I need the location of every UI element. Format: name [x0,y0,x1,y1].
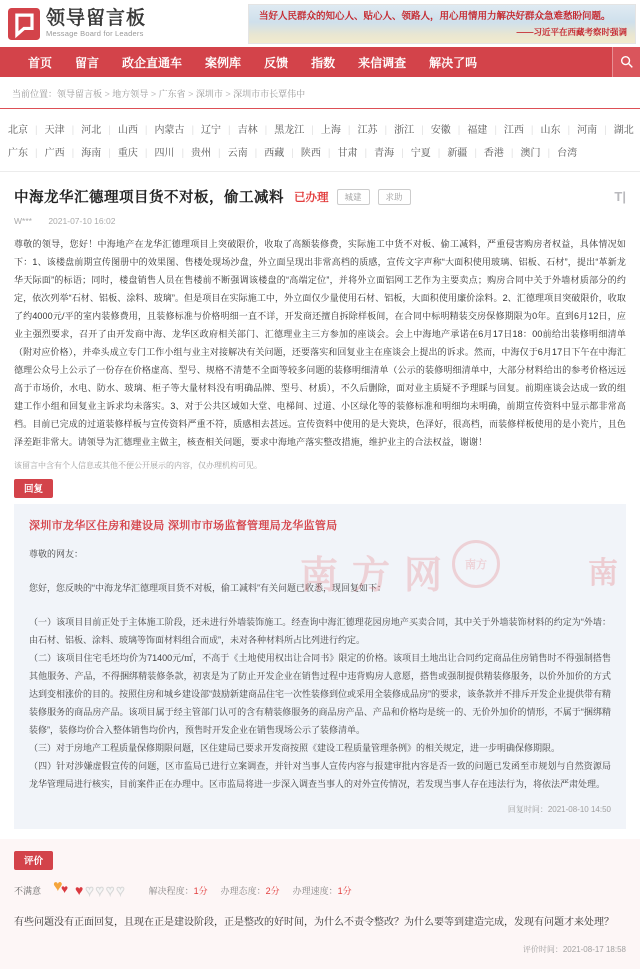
region-link[interactable]: | 陕西 [284,148,321,159]
heart-empty-icon: ♥ [95,882,104,898]
region-link[interactable]: | 重庆 [101,148,138,159]
reply-department: 深圳市龙华区住房和建设局 深圳市市场监督管理局龙华监管局 [29,520,338,532]
region-link[interactable]: 北京 [8,125,28,136]
breadcrumb-link[interactable]: > 深圳市市长覃伟中 [223,89,305,99]
region-link[interactable]: | 黑龙江 [258,125,305,136]
score-item: 解决程度：1分 [148,886,208,896]
region-link[interactable]: | 江西 [487,125,524,136]
region-link[interactable]: | 浙江 [377,125,414,136]
post-title-row [14,186,626,207]
region-links [0,109,640,172]
reply-paragraph: （二）该项目住宅毛坯均价为71400元/㎡，不高于《土地使用权出让合同书》限定的价格。该项目土地出让合同约定商品住房销售时不得强制搭售其他服务、产品，不得捆绑精装修条款，初衷是为了防止开发企业在销售过程中违背购房人意愿，搭售或强制提供精装修服务，以价外加价的方式达到变相涨价的目的。按照住房和城乡建设部“鼓励新建商品住宅一次性装修到位或采用全装修成品房”的要求，该条款并不排斥开发企业提供带有精装修服务的商品房产品。该项目属于经主管部门认可的含有精装修服务的商品房产品、产品和价格均是统一的、无价外加价的情形，不属于“捆绑精装修”，装修均价合入整体销售均价内，预售时开发企业在销售现场公示了装修清单。 [29,653,611,735]
breadcrumb-prefix: 当前位置： [12,89,58,99]
nav-item[interactable]: 首页 [28,55,53,70]
status-badge: 已办理 [294,191,329,204]
region-link[interactable]: | 新疆 [431,148,468,159]
logo-icon [8,8,40,40]
reply-paragraph: （四）针对涉嫌虚假宣传的问题，区市监局已进行立案调查，并针对当事人宣传内容与报建审批内容是否一致的问题已发函至市规划与自然资源局龙华管理局进行核实，目前案件正在办理中。区市监局将进一步深入调查当事人的对外宣传情况，若发现当事人存在违法行为，将依法严肃处理。 [29,761,611,789]
official-reply-card [14,504,626,829]
search-icon [620,55,634,69]
region-link[interactable]: | 天津 [28,125,65,136]
region-link[interactable]: | 青海 [357,148,394,159]
post-body: 尊敬的领导，您好！中海地产在龙华汇德理项目上突破限价，收取了高额装修费，实际施工中货不对板、偷工减料，严重侵害购房者权益，具体情况如下：1、该楼盘前期宣传图册中的效果图、售楼处现场沙盘，外立面呈现出非常高档的质感，宣传文字声称“大面积使用玻璃、铝板、石材”，提出“革新龙华天际面”的标语；同时，楼盘销售人员在售楼前不断强调该楼盘的“高端定位”，并将外立面铝网工艺作为主要卖点；购房合同中关于外墙材质部分的约定，依次列举“石材、铝板、涂料、玻璃”。但是项目在实际施工中，外立面仅少量使用石材、铝板，大面积使用廉价涂料。2、汇德理项目突破限价，收取了约4000元/平的室内装修费用，且装修标准与价格明细一直不详，开发商还擅自拆除样板间，在合同中标明精装交房保修期限为0年。直到6月12日，应业主强烈要求，召开了由开发商中海、龙华区政府相关部门、汇德理业主三方参加的座谈会。会上中海地产承诺在6月17日18：00前给出装修明细清单（附对应价格），并牵头成立专门工作小组与业主对接解决有关问题，还要落实和回复业主在座谈会上提出的诉求。然而，中海仅于6月17日下午在中海汇德理公众号上公示了一份存在价格虚高、型号、规格不清楚不全面等较多问题的装修明细清单（公示的装修明细清单中，大部分材料给出的参考价格远远高于市场价，水电、防水、玻璃、柜子等大量材料没有明确品牌、型号、材质），不久后删除，面对业主质疑不予理睬与回复。前期座谈会达成一致的组建工作小组和回复业主诉求均未落实。3、对于公共区域如大堂、电梯间、过道、小区绿化等的装修标准和明细均未明确，前期宣传资料中显示都非常高档。目前已完成的过道装修样板与宣传资料严重不符，质感相去甚远。宣传资料中使用的是大瓷块，色泽好，很高档，而装修样板使用的是小瓷片，且色泽差距非常大。请领导为汇德理业主做主，核查相关问题，要求中海地产落实整改措施，维护业主的合法权益，谢谢！ [14,239,626,447]
nav-item[interactable]: 留言 [75,55,100,70]
page-title: 中海龙华汇德理项目货不对板，偷工减料 [14,190,284,206]
two-hearts-icon: ♥ ♥ [53,877,69,896]
evaluation-section [0,839,640,969]
region-link[interactable]: | 西藏 [248,148,285,159]
breadcrumb [0,77,640,108]
site-logo[interactable] [8,8,146,40]
breadcrumb-link[interactable]: > 深圳市 [186,89,223,99]
font-size-toggle[interactable]: T| [614,189,626,204]
main-nav [0,47,640,77]
region-link[interactable]: | 台湾 [541,148,578,159]
score-list [149,881,352,899]
post-meta [14,216,626,226]
post-tag: 求助 [378,189,411,205]
search-button[interactable] [612,47,640,77]
reply-intro: 您好，您反映的“中海龙华汇德理项目货不对板，偷工减料”有关问题已收悉，现回复如下： [29,583,386,593]
heart-rating [75,883,125,897]
region-row-2 [8,141,632,164]
watermark-text: 南方网 [300,555,457,597]
region-link[interactable]: | 澳门 [504,148,541,159]
evaluation-time: 评价时间：2021-08-17 18:58 [522,945,626,954]
region-link[interactable]: | 广西 [28,148,65,159]
reply-badge: 回复 [14,479,53,498]
region-link[interactable]: | 海南 [65,148,102,159]
reply-time: 回复时间：2021-08-10 14:50 [507,805,611,814]
region-link[interactable]: | 河北 [65,125,102,136]
nav-item[interactable]: 案例库 [205,55,242,70]
breadcrumb-link[interactable]: > 地方领导 [102,89,148,99]
heart-empty-icon: ♥ [116,882,125,898]
region-link[interactable]: | 河南 [561,125,598,136]
region-link[interactable]: | 上海 [304,125,341,136]
region-link[interactable]: | 四川 [138,148,175,159]
reply-paragraph: （三）对于房地产工程质量保修期限问题，区住建局已要求开发商按照《建设工程质量管理条例》的相关规定，进一步明确保修期限。 [29,743,561,753]
region-link[interactable]: | 辽宁 [184,125,221,136]
satisfaction-label: 不满意 [14,885,42,896]
region-link[interactable]: | 安徽 [414,125,451,136]
rating-row [14,877,626,899]
region-link[interactable]: 广东 [8,148,28,159]
nav-item[interactable]: 指数 [311,55,336,70]
region-link[interactable]: | 内蒙古 [138,125,185,136]
nav-item[interactable]: 来信调查 [358,55,407,70]
banner-attribution: ——习近平在西藏考察时强调 [516,26,627,37]
post-time: 2021-07-10 16:02 [48,216,116,226]
nav-item[interactable]: 解决了吗 [429,55,478,70]
region-link[interactable]: | 湖北 [597,125,634,136]
breadcrumb-link[interactable]: 领导留言板 [57,89,103,99]
post-tag: 城建 [337,189,370,205]
logo-subtitle: Message Board for Leaders [46,28,144,38]
region-link[interactable] [634,125,640,136]
post-author: W*** [14,216,32,226]
banner-slogan: 当好人民群众的知心人、贴心人、领路人，用心用情用力解决好群众急难愁盼问题。 [259,10,611,22]
breadcrumb-link[interactable]: > 广东省 [148,89,185,99]
region-link[interactable]: | 贵州 [174,148,211,159]
region-link[interactable]: | 福建 [451,125,488,136]
score-item: 办理态度：2分 [220,886,280,896]
nav-item[interactable]: 反馈 [264,55,289,70]
heart-empty-icon: ♥ [85,882,94,898]
region-link[interactable]: | 江苏 [341,125,378,136]
region-link[interactable]: | 山东 [524,125,561,136]
region-link[interactable]: | 香港 [467,148,504,159]
evaluation-badge: 评价 [14,851,53,870]
region-link[interactable]: | 甘肃 [321,148,358,159]
region-link[interactable]: | 云南 [211,148,248,159]
logo-title: 领导留言板 [46,8,147,30]
privacy-note: 该留言中含有个人信息或其他不便公开展示的内容，仅办理机构可见。 [14,461,262,470]
heart-filled-icon: ♥ [75,882,84,898]
watermark-seal: 南方 [452,540,500,588]
region-link[interactable]: | 吉林 [221,125,258,136]
region-link[interactable]: | 山西 [101,125,138,136]
heart-empty-icon: ♥ [105,882,115,898]
evaluation-comment: 有些问题没有正面回复，且现在正是建设阶段，正是整改的好时间，为什么不责令整改？为什么要等到建造完成，发现有问题才来处理？ [14,917,614,928]
promo-banner [248,4,636,44]
watermark-partial: 南 [588,557,618,590]
reply-greeting: 尊敬的网友： [29,549,84,559]
nav-item[interactable]: 政企直通车 [122,55,183,70]
score-item: 办理速度：1分 [292,886,352,896]
region-row-1 [8,118,632,141]
region-link[interactable]: | 宁夏 [394,148,431,159]
reply-paragraphs [29,613,611,793]
site-header [0,0,640,47]
reply-paragraph: （一）该项目目前正处于主体施工阶段，还未进行外墙装饰施工。经查询中海汇德理花园房地产买卖合同，其中关于外墙装饰材料的约定为“外墙：由石材、铝板、涂料、玻璃等饰面材料组合而成”，未对各种材料所占比列进行约定。 [29,617,611,645]
post-content [0,172,640,969]
